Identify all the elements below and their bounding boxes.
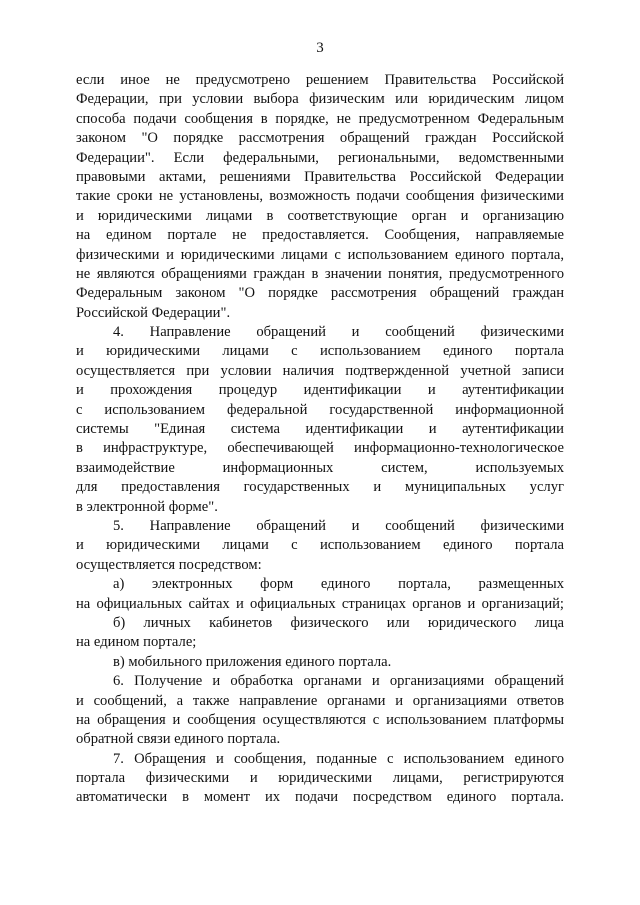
text-line: в) мобильного приложения единого портала.: [113, 653, 392, 670]
text-line: и юридическими лицами в соответствующие орган и организацию: [76, 207, 564, 224]
text-line: и сообщений, а также направление органами и организациями ответов: [76, 692, 564, 709]
page-number: 3: [316, 40, 324, 56]
text-line: 7. Обращения и сообщения, поданные с использованием единого: [113, 750, 564, 767]
text-line: осуществляется при условии наличия подтвержденной учетной записи: [76, 362, 564, 379]
text-line: правовыми актами, решениями Правительства Российской Федерации: [76, 168, 564, 185]
text-line: обратной связи единого портала.: [76, 731, 281, 748]
text-line: на едином портале не предоставляется. Сообщения, направляемые: [76, 227, 564, 244]
text-line: автоматически в момент их подачи посредством единого портала.: [76, 789, 564, 806]
text-line: не являются обращениями граждан в значении понятия, предусмотренного: [76, 265, 564, 282]
text-line: если иное не предусмотрено решением Правительства Российской: [76, 72, 564, 88]
text-line: Российской Федерации".: [76, 304, 231, 321]
text-line: взаимодействие информационных систем, используемых: [76, 459, 564, 476]
text-line: и юридическими лицами с использованием единого портала: [76, 343, 564, 360]
text-line: для предоставления государственных и муниципальных услуг: [76, 479, 564, 496]
text-line: с использованием федеральной государственной информационной: [76, 401, 564, 418]
document-body: [76, 71, 564, 808]
text-line: в электронной форме".: [76, 498, 218, 515]
text-line: Федерации, при условии выбора физическим или юридическим лицом: [76, 91, 564, 108]
text-line: способа подачи сообщения в порядке, не предусмотренном Федеральным: [76, 110, 564, 127]
text-line: б) личных кабинетов физического или юридического лица: [113, 614, 564, 631]
text-line: 4. Направление обращений и сообщений физическими: [113, 324, 564, 341]
text-line: системы "Единая система идентификации и аутентификации: [76, 421, 564, 438]
text-line: и юридическими лицами с использованием единого портала: [76, 537, 564, 554]
text-line: 6. Получение и обработка органами и организациями обращений: [113, 673, 564, 690]
text-line: портала физическими и юридическими лицами, регистрируются: [76, 770, 564, 787]
text-line: на едином портале;: [76, 634, 197, 651]
text-line: физическими и юридическими лицами с использованием единого портала,: [76, 246, 564, 263]
text-line: Федерации". Если федеральными, региональными, ведомственными: [76, 149, 564, 166]
text-line: на официальных сайтах и официальных страницах органов и организаций;: [76, 595, 564, 612]
text-line: и прохождения процедур идентификации и аутентификации: [76, 382, 564, 399]
text-line: на обращения и сообщения осуществляются с использованием платформы: [76, 711, 564, 728]
text-line: а) электронных форм единого портала, размещенных: [113, 576, 564, 593]
text-line: Федеральным законом "О порядке рассмотрения обращений граждан: [76, 285, 564, 302]
text-line: законом "О порядке рассмотрения обращений граждан Российской: [76, 130, 564, 147]
text-line: осуществляется посредством:: [76, 556, 262, 573]
text-line: такие сроки не установлены, возможность подачи сообщения физическими: [76, 188, 564, 205]
text-line: в инфраструктуре, обеспечивающей информационно-технологическое: [76, 440, 564, 457]
text-line: 5. Направление обращений и сообщений физическими: [113, 517, 564, 534]
